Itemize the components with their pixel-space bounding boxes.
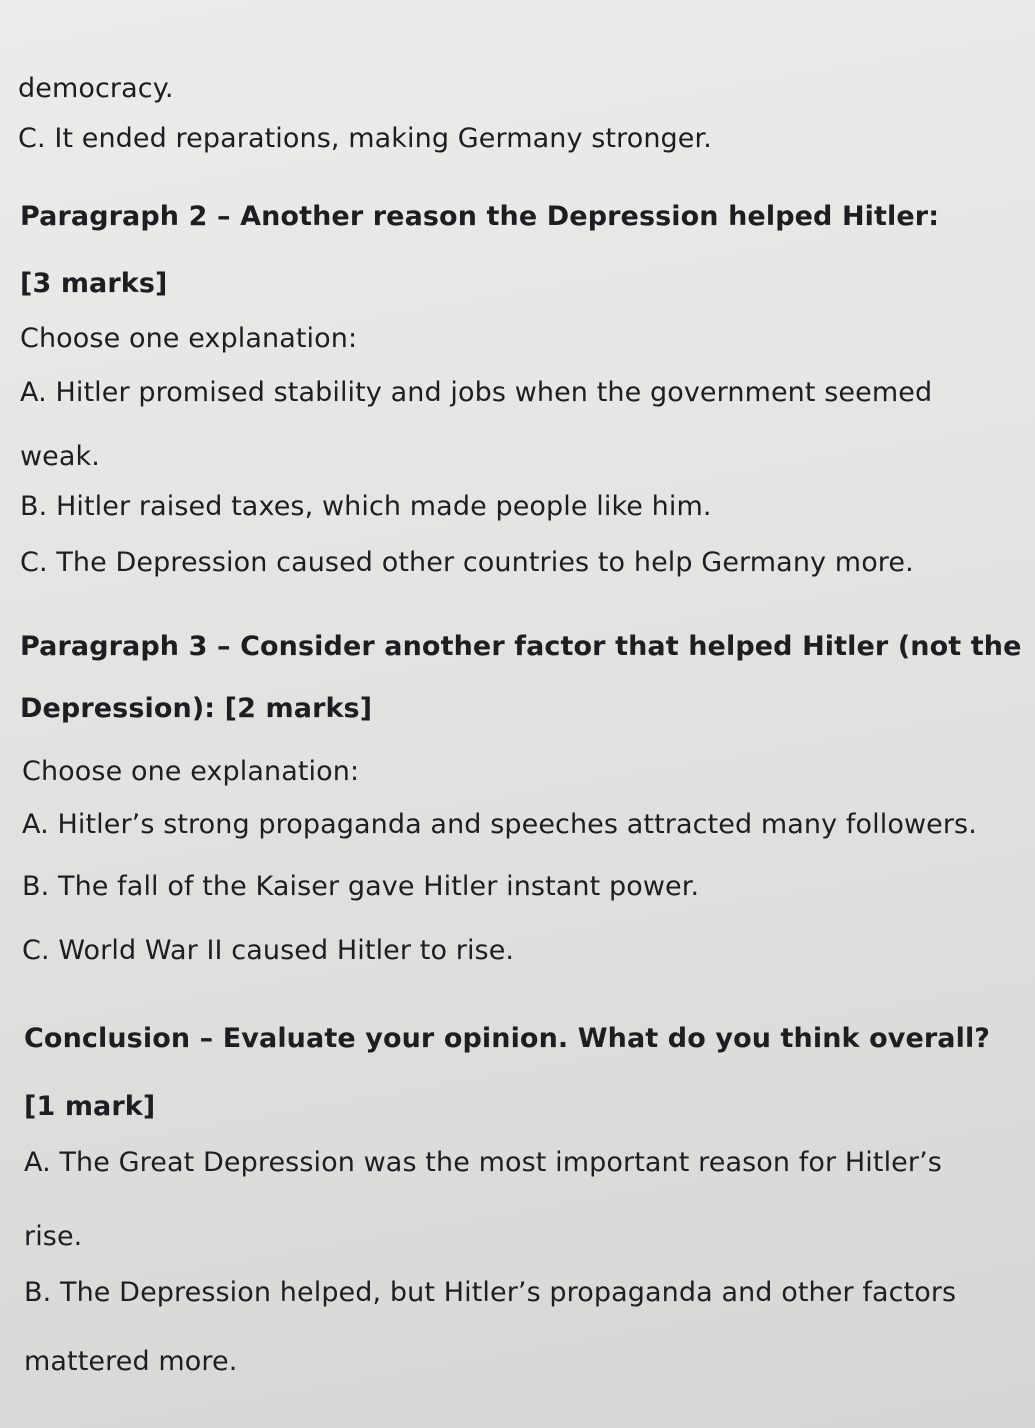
- paragraph2-marks: [3 marks]: [20, 268, 168, 299]
- paragraph3-prompt: Choose one explanation:: [22, 756, 360, 787]
- paragraph3-option-c: C. World War II caused Hitler to rise.: [22, 935, 515, 966]
- paragraph3-option-a: A. Hitler’s strong propaganda and speeches attracted many followers.: [22, 809, 977, 840]
- paragraph2-option-b: B. Hitler raised taxes, which made people like him.: [20, 491, 712, 522]
- prev-option-continuation: democracy.: [18, 73, 174, 104]
- paragraph2-option-a: A. Hitler promised stability and jobs when the government seemed: [20, 377, 933, 408]
- conclusion-option-b-continuation: mattered more.: [24, 1346, 238, 1377]
- paragraph2-prompt: Choose one explanation:: [20, 323, 358, 354]
- paragraph2-heading: Paragraph 2 – Another reason the Depression helped Hitler:: [20, 201, 940, 232]
- conclusion-option-a: A. The Great Depression was the most important reason for Hitler’s: [24, 1147, 942, 1178]
- conclusion-heading: Conclusion – Evaluate your opinion. What do you think overall?: [24, 1023, 991, 1054]
- paragraph3-option-b: B. The fall of the Kaiser gave Hitler instant power.: [22, 871, 700, 902]
- prev-option-c: C. It ended reparations, making Germany stronger.: [18, 123, 712, 154]
- paragraph2-option-a-continuation: weak.: [20, 441, 100, 472]
- conclusion-marks: [1 mark]: [24, 1091, 156, 1122]
- paragraph3-heading: Paragraph 3 – Consider another factor that helped Hitler (not the: [20, 631, 1022, 662]
- conclusion-option-a-continuation: rise.: [24, 1221, 83, 1252]
- paragraph2-option-c: C. The Depression caused other countries to help Germany more.: [20, 547, 914, 578]
- paragraph3-heading-continuation: Depression): [2 marks]: [20, 693, 373, 724]
- conclusion-option-b: B. The Depression helped, but Hitler’s propaganda and other factors: [24, 1277, 957, 1308]
